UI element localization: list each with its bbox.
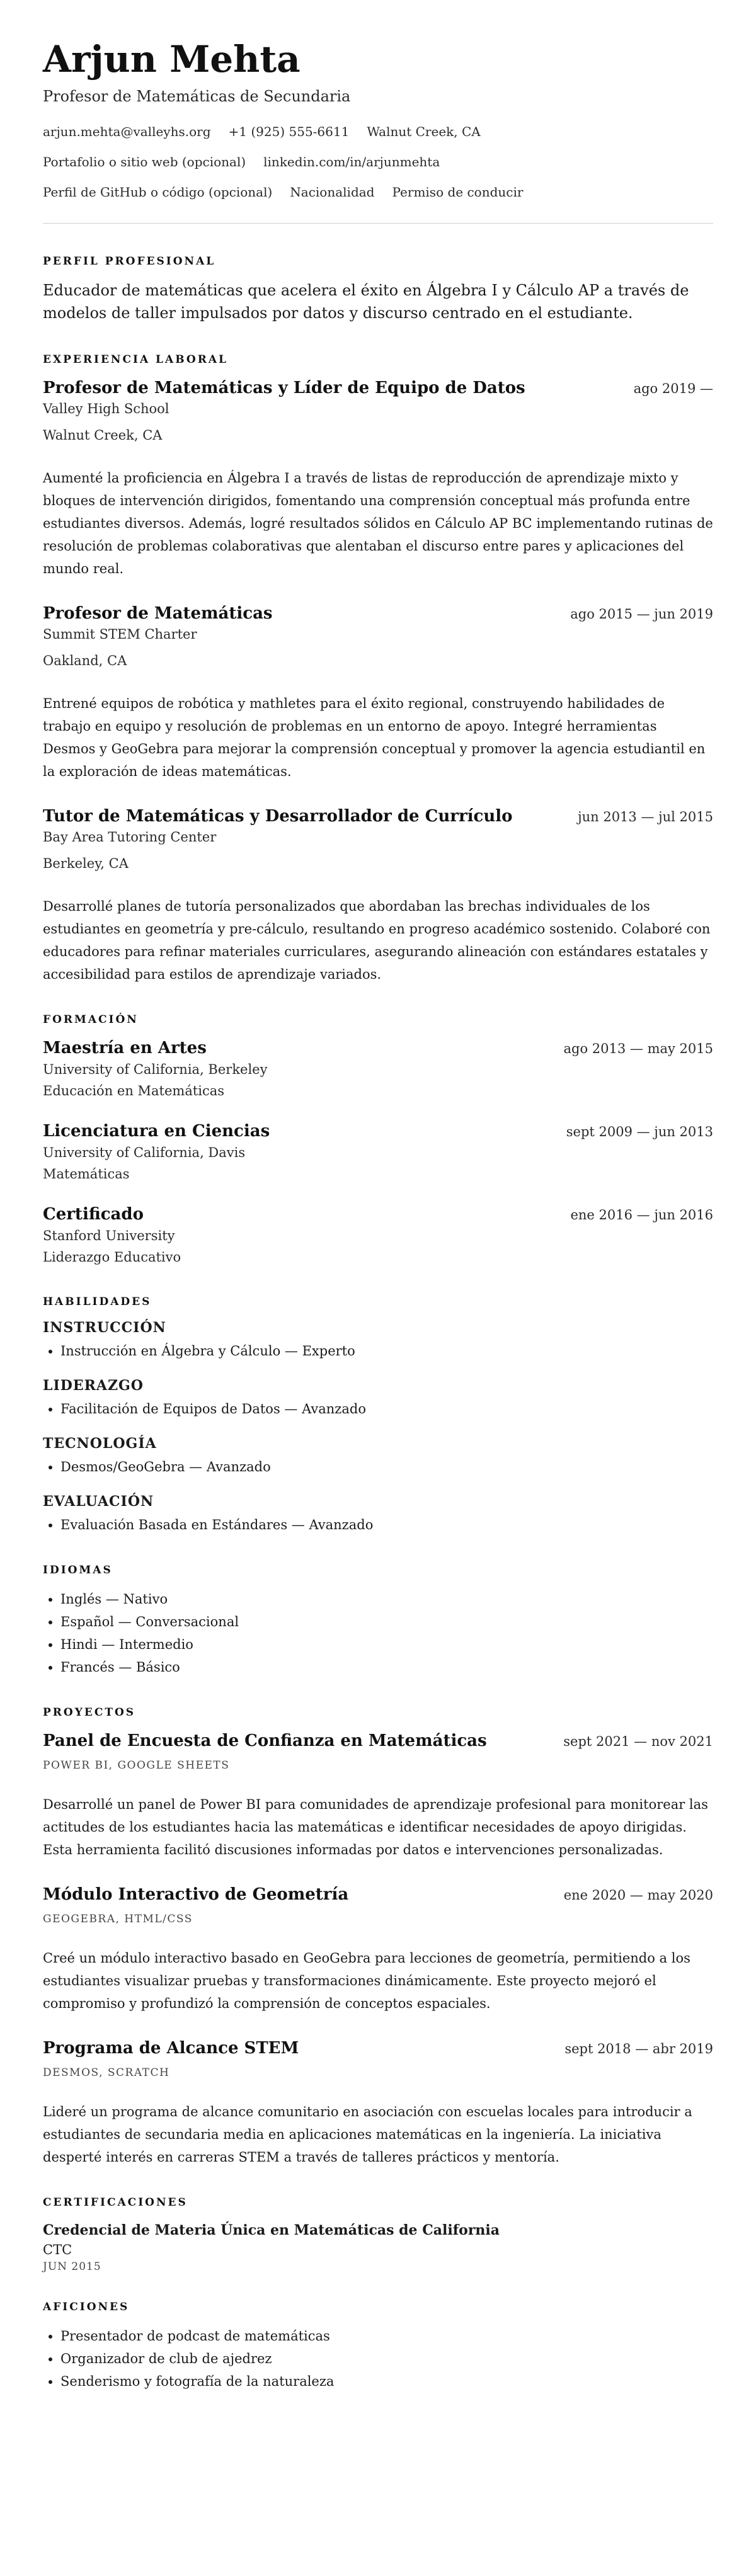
job-title: Profesor de Matemáticas	[43, 604, 273, 623]
hobby-list	[43, 2325, 713, 2393]
project-name: Módulo Interactivo de Geometría	[43, 1885, 349, 1904]
skill-item: • Evaluación Basada en Estándares — Avanzado	[60, 1513, 713, 1536]
skill-list	[43, 1398, 713, 1420]
project-name: Panel de Encuesta de Confianza en Matemáticas	[43, 1731, 487, 1750]
contact-row	[43, 154, 713, 170]
section-title: EXPERIENCIA LABORAL	[43, 353, 228, 366]
language-item: • Francés — Básico	[60, 1656, 713, 1678]
employer: Valley High School	[43, 401, 169, 416]
skill-list	[43, 1513, 713, 1536]
project-entry	[43, 1884, 713, 2015]
language-list	[43, 1588, 713, 1678]
language-item: • Inglés — Nativo	[60, 1588, 713, 1610]
project-dates: sept 2021 — nov 2021	[563, 1734, 713, 1749]
project-tech: GEOGEBRA, HTML/CSS	[43, 1913, 193, 1925]
project-tech: POWER BI, GOOGLE SHEETS	[43, 1759, 230, 1772]
project-dates: sept 2018 — abr 2019	[564, 2041, 713, 2056]
hobbies-section	[43, 2301, 713, 2393]
skill-category: LIDERAZGO	[43, 1377, 144, 1394]
location: Walnut Creek, CA	[367, 124, 481, 139]
experience-entry	[43, 603, 713, 783]
section-title: FORMACIÓN	[43, 1013, 139, 1026]
portfolio-link[interactable]: Portafolio o sitio web (opcional)	[43, 154, 246, 169]
certification-date: JUN 2015	[43, 2260, 101, 2273]
skills-section	[43, 1296, 713, 1536]
contact-row	[43, 184, 713, 200]
job-description: Entrené equipos de robótica y mathletes para el éxito regional, construyendo habilidades de trabajo en equipo y resolución de problemas en un entorno de apoyo. Integré herramientas Desmos y GeoGebra para mejorar la comprensión conceptual y promover la agencia estudiantil en la exploración de ideas matemáticas.	[43, 696, 706, 779]
skill-list	[43, 1340, 713, 1362]
job-title: Tutor de Matemáticas y Desarrollador de Currículo	[43, 807, 513, 826]
degree-dates: ago 2013 — may 2015	[563, 1041, 713, 1056]
job-description: Desarrollé planes de tutoría personalizados que abordaban las brechas individuales de los estudiantes en geometría y pre-cálculo, resultando en progreso académico sostenido. Colaboré con educadores para refinar materiales curriculares, asegurando alineación con estándares estatales y accesibilidad para estilos de aprendizaje variados.	[43, 899, 711, 982]
contact-info	[43, 123, 713, 200]
certification-issuer: CTC	[43, 2242, 72, 2257]
skill-group	[43, 1493, 713, 1536]
github-link[interactable]: Perfil de GitHub o código (opcional)	[43, 185, 273, 200]
school-name: University of California, Davis	[43, 1145, 246, 1160]
resume-header	[43, 37, 713, 200]
project-description: Lideré un programa de alcance comunitario en asociación con escuelas locales para introducir a estudiantes de secundaria media en aplicaciones matemáticas en la ingeniería. La iniciativa desperté interés en carreras STEM a través de talleres prácticos y mentoría.	[43, 2104, 692, 2165]
contact-row	[43, 123, 713, 140]
skill-item: • Desmos/GeoGebra — Avanzado	[60, 1456, 713, 1478]
language-item: • Hindi — Intermedio	[60, 1633, 713, 1656]
email-link[interactable]: arjun.mehta@valleyhs.org	[43, 124, 211, 139]
job-location: Walnut Creek, CA	[43, 428, 163, 443]
summary-section	[43, 255, 713, 324]
skill-group	[43, 1319, 713, 1362]
header-divider	[43, 223, 713, 224]
phone-number: +1 (925) 555-6611	[228, 124, 350, 139]
experience-section	[43, 353, 713, 986]
projects-section	[43, 1706, 713, 2169]
degree-title: Licenciatura en Ciencias	[43, 1122, 270, 1141]
education-entry	[43, 1120, 713, 1185]
employer: Summit STEM Charter	[43, 627, 197, 642]
certifications-section	[43, 2196, 713, 2273]
experience-entry	[43, 806, 713, 986]
languages-section	[43, 1564, 713, 1678]
project-description: Creé un módulo interactivo basado en GeoGebra para lecciones de geometría, permitiendo a los estudiantes visualizar pruebas y transformaciones dinámicamente. Este proyecto mejoró el compromiso y profundizó la comprensión de conceptos espaciales.	[43, 1951, 690, 2011]
skill-list	[43, 1456, 713, 1478]
employer: Bay Area Tutoring Center	[43, 829, 217, 845]
project-tech: DESMOS, SCRATCH	[43, 2066, 170, 2079]
hobby-item: • Senderismo y fotografía de la naturaleza	[60, 2370, 713, 2393]
skill-item: • Facilitación de Equipos de Datos — Avanzado	[60, 1398, 713, 1420]
degree-dates: sept 2009 — jun 2013	[566, 1124, 713, 1139]
school-name: University of California, Berkeley	[43, 1062, 268, 1077]
education-entry	[43, 1037, 713, 1102]
field-of-study: Liderazgo Educativo	[43, 1250, 181, 1265]
section-title: PROYECTOS	[43, 1706, 136, 1719]
degree-title: Certificado	[43, 1205, 144, 1224]
job-title: Profesor de Matemáticas y Líder de Equipo de Datos	[43, 379, 525, 397]
section-title: HABILIDADES	[43, 1296, 152, 1308]
experience-entry	[43, 377, 713, 580]
job-dates: ago 2019 —	[633, 381, 713, 396]
nationality: Nacionalidad	[290, 185, 375, 200]
field-of-study: Educación en Matemáticas	[43, 1083, 225, 1098]
skill-group	[43, 1377, 713, 1420]
education-entry	[43, 1204, 713, 1268]
candidate-name: Arjun Mehta	[43, 38, 301, 81]
job-dates: jun 2013 — jul 2015	[578, 809, 713, 824]
job-dates: ago 2015 — jun 2019	[570, 607, 713, 622]
linkedin-link[interactable]: linkedin.com/in/arjunmehta	[263, 154, 440, 169]
section-title: PERFIL PROFESIONAL	[43, 255, 216, 268]
certification-entry	[43, 2220, 713, 2273]
project-description: Desarrollé un panel de Power BI para comunidades de aprendizaje profesional para monitorear las actitudes de los estudiantes hacia las matemáticas e identificar necesidades de apoyo dirigidas. Esta herramienta facilitó discusiones informadas por datos e intervenciones personalizadas.	[43, 1797, 708, 1857]
certification-name: Credencial de Materia Única en Matemáticas de California	[43, 2222, 500, 2238]
school-name: Stanford University	[43, 1228, 175, 1243]
hobby-item: • Organizador de club de ajedrez	[60, 2347, 713, 2370]
job-location: Berkeley, CA	[43, 856, 129, 871]
summary-text: Educador de matemáticas que acelera el éxito en Álgebra I y Cálculo AP a través de modelos de taller impulsados por datos y discurso centrado en el estudiante.	[43, 282, 689, 322]
project-entry	[43, 1730, 713, 1861]
skill-group	[43, 1435, 713, 1478]
project-entry	[43, 2037, 713, 2169]
section-title: CERTIFICACIONES	[43, 2196, 188, 2209]
language-item: • Español — Conversacional	[60, 1610, 713, 1633]
field-of-study: Matemáticas	[43, 1166, 130, 1182]
project-name: Programa de Alcance STEM	[43, 2039, 299, 2058]
job-location: Oakland, CA	[43, 653, 127, 668]
skill-item: • Instrucción en Álgebra y Cálculo — Experto	[60, 1340, 713, 1362]
degree-dates: ene 2016 — jun 2016	[570, 1207, 713, 1222]
education-section	[43, 1013, 713, 1268]
drivers-license: Permiso de conducir	[392, 185, 524, 200]
skill-category: EVALUACIÓN	[43, 1493, 154, 1510]
hobby-item: • Presentador de podcast de matemáticas	[60, 2325, 713, 2347]
candidate-headline: Profesor de Matemáticas de Secundaria	[43, 88, 351, 105]
project-dates: ene 2020 — may 2020	[563, 1888, 713, 1903]
section-title: IDIOMAS	[43, 1564, 113, 1576]
job-description: Aumenté la proficiencia en Álgebra I a través de listas de reproducción de aprendizaje mixto y bloques de intervención dirigidos, fomentando una comprensión conceptual más profunda entre estudiantes diversos. Además, logré resultados sólidos en Cálculo AP BC implementando rutinas de resolución de problemas colaborativas que alentaban el discurso entre pares y aplicaciones del mundo real.	[43, 470, 713, 576]
section-title: AFICIONES	[43, 2301, 130, 2313]
skill-category: TECNOLOGÍA	[43, 1435, 157, 1452]
skill-category: INSTRUCCIÓN	[43, 1319, 166, 1336]
degree-title: Maestría en Artes	[43, 1039, 207, 1057]
